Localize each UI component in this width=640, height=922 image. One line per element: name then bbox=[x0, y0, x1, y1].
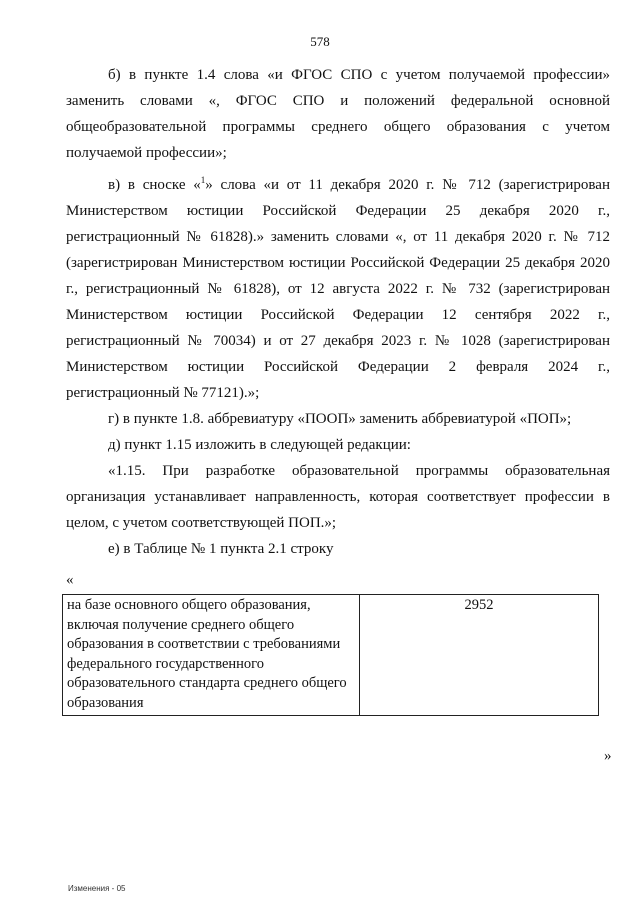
opening-quote-mark: « bbox=[66, 572, 74, 588]
paragraph-v bbox=[66, 172, 610, 406]
paragraph-b: б) в пункте 1.4 слова «и ФГОС СПО с учетом получаемой профессии» заменить словами «, ФГОС СПО и положений федеральной основной общеобразовательной программы среднего общего образования с учетом получаемой профессии»; bbox=[66, 67, 610, 161]
table-cell-hours: 2952 bbox=[360, 595, 599, 716]
table-row bbox=[63, 595, 599, 716]
paragraph-v-text: » слова «и от 11 декабря 2020 г. № 712 (зарегистрирован Министерством юстиции Российской Федерации 25 декабря 2020 г., регистрационный № 61828).» заменить словами «, от 11 декабря 2020 г. № 712 (зарегистрирован Министерством юстиции Российской Федерации 25 декабря 2020 г., регистрационный № 61828), от 12 августа 2022 г. № 732 (зарегистрирован Министерством юстиции Российской Федерации 12 сентября 2022 г., регистрационный № 70034) и от 27 декабря 2023 г. № 1028 (зарегистрирован Министерством юстиции Российской Федерации 2 февраля 2024 г., регистрационный № 77121).»; bbox=[66, 177, 610, 401]
paragraph-d-quote: «1.15. При разработке образовательной программы образовательная организация устанавливает направленность, которая соответствует профессии в целом, с учетом соответствующей ПОП.»; bbox=[66, 463, 610, 531]
footnote-marker: 1 bbox=[200, 175, 206, 185]
page-footer: Изменения - 05 bbox=[68, 884, 126, 893]
table-cell-education-basis: на базе основного общего образования, включая получение среднего общего образования в соответствии с требованиями федерального государственного образовательного стандарта среднего общего образования bbox=[63, 595, 360, 716]
table-row-excerpt bbox=[62, 594, 599, 716]
page-number: 578 bbox=[310, 34, 330, 49]
paragraph-v-prefix: в) в сноске « bbox=[108, 177, 201, 193]
closing-quote-mark: » bbox=[604, 748, 612, 764]
paragraph-d: д) пункт 1.15 изложить в следующей редакции: bbox=[108, 437, 411, 453]
paragraph-e: е) в Таблице № 1 пункта 2.1 строку bbox=[108, 541, 334, 557]
paragraph-g: г) в пункте 1.8. аббревиатуру «ПООП» заменить аббревиатурой «ПОП»; bbox=[108, 411, 572, 427]
